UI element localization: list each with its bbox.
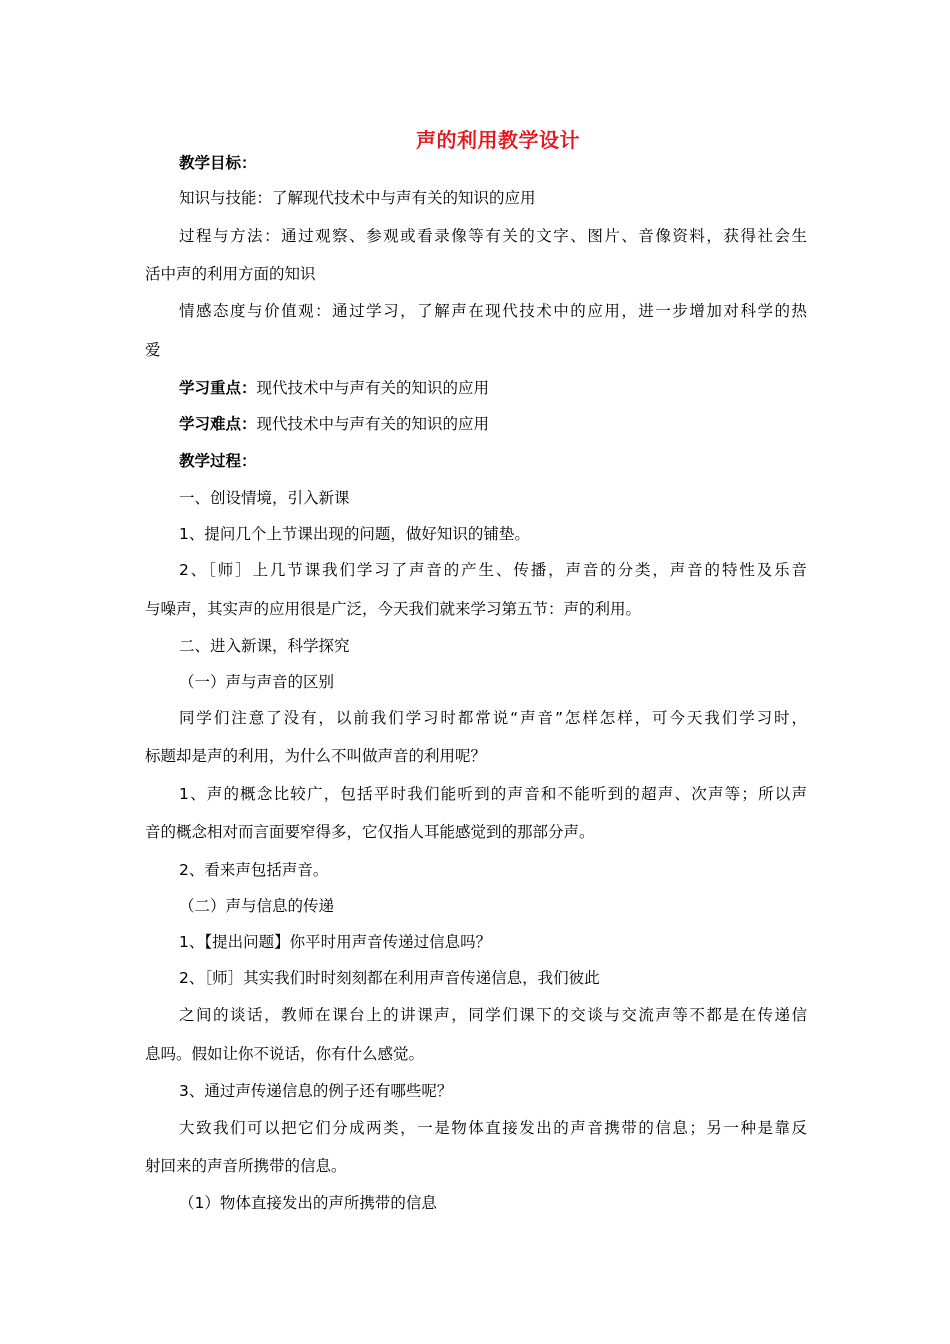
process-line: 同学们注意了没有，以前我们学习时都常说“声音”怎样怎样，可今天我们学习时， [179,709,807,727]
process-line: （一）声与声音的区别 [179,673,335,691]
objective-process-line-1: 过程与方法：通过观察、参观或看录像等有关的文字、图片、音像资料，获得社会生 [179,227,807,245]
objective-process-line-2: 活中声的利用方面的知识 [145,265,316,283]
process-line: 2、［师］其实我们时时刻刻都在利用声音传递信息，我们彼此 [179,969,600,987]
process-line: 之间的谈话，教师在课台上的讲课声，同学们课下的交谈与交流声等不都是在传递信 [179,1006,807,1024]
process-line: 3、通过声传递信息的例子还有哪些呢？ [179,1082,453,1100]
process-line: 息吗。假如让你不说话，你有什么感觉。 [145,1045,425,1063]
process-line: 2、［师］上几节课我们学习了声音的产生、传播，声音的分类，声音的特性及乐音 [179,561,807,579]
process-line: 音的概念相对而言面要窄得多，它仅指人耳能感觉到的那部分声。 [145,823,595,841]
process-line: （二）声与信息的传递 [179,897,335,915]
process-line: 大致我们可以把它们分成两类，一是物体直接发出的声音携带的信息；另一种是靠反 [179,1119,807,1137]
process-line: 与噪声，其实声的应用很是广泛，今天我们就来学习第五节：声的利用。 [145,600,642,618]
difficulty-label: 学习难点： [179,415,257,433]
difficulty [179,414,489,434]
process-line: 射回来的声音所携带的信息。 [145,1157,347,1175]
key-point [179,378,489,398]
key-point-text: 现代技术中与声有关的知识的应用 [256,379,490,397]
process-line: 1、提问几个上节课出现的问题，做好知识的铺垫。 [179,525,530,543]
process-line: 二、进入新课，科学探究 [179,637,350,655]
objective-attitude-line-2: 爱 [145,341,161,359]
process-line: （1）物体直接发出的声所携带的信息 [179,1194,437,1212]
key-point-label: 学习重点： [179,379,257,397]
process-heading: 教学过程： [179,452,257,470]
process-line: 标题却是声的利用，为什么不叫做声音的利用呢？ [145,747,487,765]
process-line: 1、【提出问题】你平时用声音传递过信息吗？ [179,933,492,951]
objectives-heading: 教学目标： [179,154,257,172]
document-title: 声的利用教学设计 [416,128,580,152]
process-line: 1、声的概念比较广，包括平时我们能听到的声音和不能听到的超声、次声等；所以声 [179,785,807,803]
difficulty-text: 现代技术中与声有关的知识的应用 [256,415,490,433]
objective-attitude-line-1: 情感态度与价值观：通过学习，了解声在现代技术中的应用，进一步增加对科学的热 [179,302,807,320]
objective-knowledge: 知识与技能：了解现代技术中与声有关的知识的应用 [179,189,536,207]
process-line: 2、看来声包括声音。 [179,861,329,879]
process-line: 一、创设情境，引入新课 [179,489,350,507]
